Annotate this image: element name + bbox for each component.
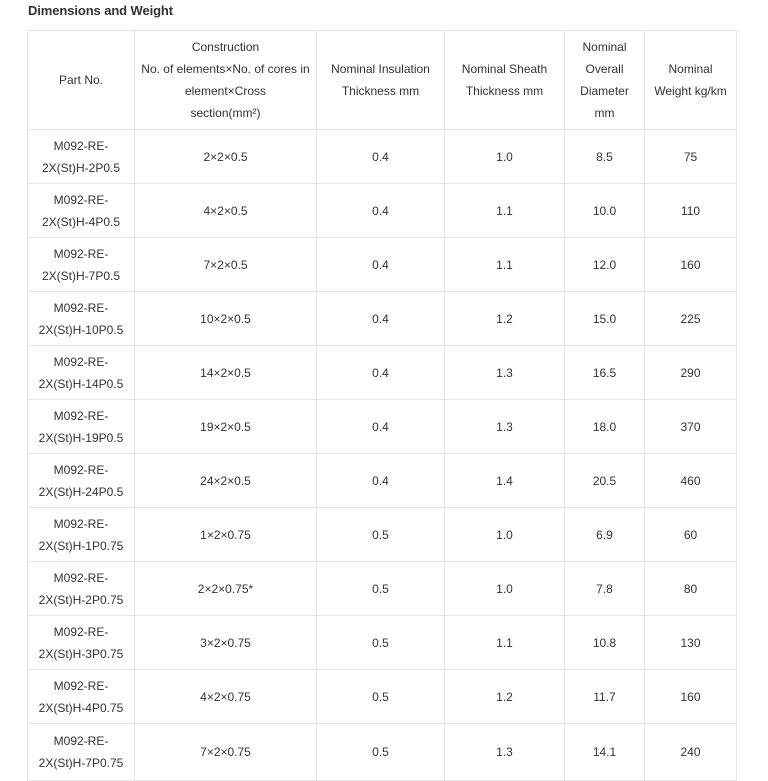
cell-sheath: 1.4 — [445, 454, 565, 508]
cell-diameter: 18.0 — [565, 400, 645, 454]
part-no-line: M092-RE- — [53, 408, 109, 423]
cell-insulation: 0.5 — [317, 616, 445, 670]
header-insulation — [317, 31, 445, 130]
cell-diameter: 10.0 — [565, 184, 645, 238]
cell-construction: 2×2×0.75* — [135, 562, 317, 616]
part-no-line: 2X(St)H-3P0.75 — [38, 646, 124, 661]
table-row — [28, 346, 737, 400]
part-no-line: 2X(St)H-1P0.75 — [38, 538, 124, 553]
header-insulation-line: Nominal Insulation — [331, 62, 430, 76]
cell-sheath: 1.0 — [445, 508, 565, 562]
part-no-line: M092-RE- — [53, 192, 109, 207]
cell-sheath: 1.1 — [445, 184, 565, 238]
table-row — [28, 724, 737, 781]
section-title: Dimensions and Weight — [28, 3, 174, 18]
part-no-line: M092-RE- — [53, 678, 109, 693]
cell-insulation: 0.5 — [317, 562, 445, 616]
part-no-line: 2X(St)H-2P0.5 — [41, 160, 121, 175]
part-no-line: 2X(St)H-2P0.75 — [38, 592, 124, 607]
table-row — [28, 454, 737, 508]
header-weight-line: Nominal — [668, 62, 713, 76]
part-no-line: M092-RE- — [53, 138, 109, 153]
header-sheath-line: Thickness mm — [465, 84, 544, 98]
part-no-line: 2X(St)H-24P0.5 — [38, 484, 124, 499]
table-row — [28, 562, 737, 616]
cell-sheath: 1.3 — [445, 724, 565, 781]
table-row — [28, 130, 737, 184]
cell-part-no — [28, 292, 135, 346]
cell-construction: 14×2×0.5 — [135, 346, 317, 400]
part-no-line: M092-RE- — [53, 300, 109, 315]
part-no-line: 2X(St)H-4P0.75 — [38, 700, 124, 715]
cell-diameter: 12.0 — [565, 238, 645, 292]
header-part-no — [28, 31, 135, 130]
cell-insulation: 0.5 — [317, 724, 445, 781]
cell-weight: 110 — [645, 184, 737, 238]
header-weight — [645, 31, 737, 130]
header-diameter-line: Overall — [585, 62, 624, 76]
cell-insulation: 0.5 — [317, 670, 445, 724]
cell-part-no — [28, 346, 135, 400]
header-diameter-line: Nominal — [582, 40, 627, 54]
cell-diameter: 15.0 — [565, 292, 645, 346]
header-construction-line: element×Cross — [184, 84, 267, 98]
cell-construction: 10×2×0.5 — [135, 292, 317, 346]
cell-part-no — [28, 130, 135, 184]
cell-diameter: 20.5 — [565, 454, 645, 508]
cell-insulation: 0.4 — [317, 130, 445, 184]
header-insulation-line: Thickness mm — [341, 84, 420, 98]
cell-part-no — [28, 562, 135, 616]
part-no-line: M092-RE- — [53, 246, 109, 261]
dimensions-weight-table — [27, 30, 737, 781]
cell-diameter: 8.5 — [565, 130, 645, 184]
cell-insulation: 0.5 — [317, 508, 445, 562]
cell-diameter: 11.7 — [565, 670, 645, 724]
header-sheath — [445, 31, 565, 130]
table-body — [28, 130, 737, 781]
cell-weight: 60 — [645, 508, 737, 562]
cell-sheath: 1.1 — [445, 616, 565, 670]
cell-weight: 370 — [645, 400, 737, 454]
cell-part-no — [28, 670, 135, 724]
cell-diameter: 7.8 — [565, 562, 645, 616]
table-row — [28, 616, 737, 670]
cell-diameter: 6.9 — [565, 508, 645, 562]
cell-construction: 3×2×0.75 — [135, 616, 317, 670]
table-row — [28, 508, 737, 562]
cell-weight: 290 — [645, 346, 737, 400]
header-diameter — [565, 31, 645, 130]
cell-diameter: 16.5 — [565, 346, 645, 400]
cell-sheath: 1.2 — [445, 670, 565, 724]
part-no-line: M092-RE- — [53, 354, 109, 369]
cell-sheath: 1.2 — [445, 292, 565, 346]
header-construction-line: Construction — [191, 40, 260, 54]
part-no-line: 2X(St)H-19P0.5 — [38, 430, 124, 445]
part-no-line: 2X(St)H-14P0.5 — [38, 376, 124, 391]
part-no-line: M092-RE- — [53, 624, 109, 639]
part-no-line: 2X(St)H-7P0.5 — [41, 268, 121, 283]
cell-insulation: 0.4 — [317, 292, 445, 346]
header-sheath-line: Nominal Sheath — [461, 62, 548, 76]
part-no-line: 2X(St)H-7P0.75 — [38, 756, 124, 770]
header-construction — [135, 31, 317, 130]
cell-insulation: 0.4 — [317, 238, 445, 292]
cell-part-no — [28, 454, 135, 508]
part-no-line: M092-RE- — [53, 570, 109, 585]
cell-sheath: 1.0 — [445, 562, 565, 616]
cell-part-no — [28, 616, 135, 670]
cell-weight: 460 — [645, 454, 737, 508]
cell-insulation: 0.4 — [317, 346, 445, 400]
part-no-line: M092-RE- — [53, 516, 109, 531]
cell-weight: 130 — [645, 616, 737, 670]
cell-insulation: 0.4 — [317, 400, 445, 454]
cell-diameter: 14.1 — [565, 724, 645, 781]
header-construction-line: No. of elements×No. of cores in — [141, 62, 310, 76]
table-row — [28, 400, 737, 454]
table-row — [28, 670, 737, 724]
cell-part-no — [28, 508, 135, 562]
cell-sheath: 1.0 — [445, 130, 565, 184]
header-weight-line: Weight kg/km — [654, 84, 727, 98]
table-header-row — [28, 31, 737, 130]
cell-insulation: 0.4 — [317, 184, 445, 238]
part-no-line: 2X(St)H-10P0.5 — [38, 322, 124, 337]
part-no-line: M092-RE- — [53, 734, 109, 748]
header-part-no-label: Part No. — [58, 73, 103, 87]
cell-insulation: 0.4 — [317, 454, 445, 508]
table-row — [28, 292, 737, 346]
cell-part-no — [28, 400, 135, 454]
cell-part-no — [28, 724, 135, 781]
cell-part-no — [28, 184, 135, 238]
header-construction-line: section(mm²) — [190, 106, 261, 120]
header-diameter-line: Diameter — [580, 84, 629, 98]
cell-weight: 225 — [645, 292, 737, 346]
cell-construction: 7×2×0.5 — [135, 238, 317, 292]
cell-construction: 1×2×0.75 — [135, 508, 317, 562]
part-no-line: 2X(St)H-4P0.5 — [41, 214, 121, 229]
cell-construction: 7×2×0.75 — [135, 724, 317, 781]
cell-weight: 80 — [645, 562, 737, 616]
part-no-line: M092-RE- — [53, 462, 109, 477]
cell-construction: 19×2×0.5 — [135, 400, 317, 454]
cell-construction: 24×2×0.5 — [135, 454, 317, 508]
cell-diameter: 10.8 — [565, 616, 645, 670]
cell-construction: 2×2×0.5 — [135, 130, 317, 184]
cell-sheath: 1.3 — [445, 346, 565, 400]
table-row — [28, 184, 737, 238]
cell-part-no — [28, 238, 135, 292]
table-row — [28, 238, 737, 292]
cell-construction: 4×2×0.5 — [135, 184, 317, 238]
cell-weight: 240 — [645, 724, 737, 781]
cell-weight: 75 — [645, 130, 737, 184]
header-diameter-line: mm — [594, 106, 615, 120]
cell-weight: 160 — [645, 238, 737, 292]
cell-construction: 4×2×0.75 — [135, 670, 317, 724]
cell-sheath: 1.1 — [445, 238, 565, 292]
cell-weight: 160 — [645, 670, 737, 724]
cell-sheath: 1.3 — [445, 400, 565, 454]
